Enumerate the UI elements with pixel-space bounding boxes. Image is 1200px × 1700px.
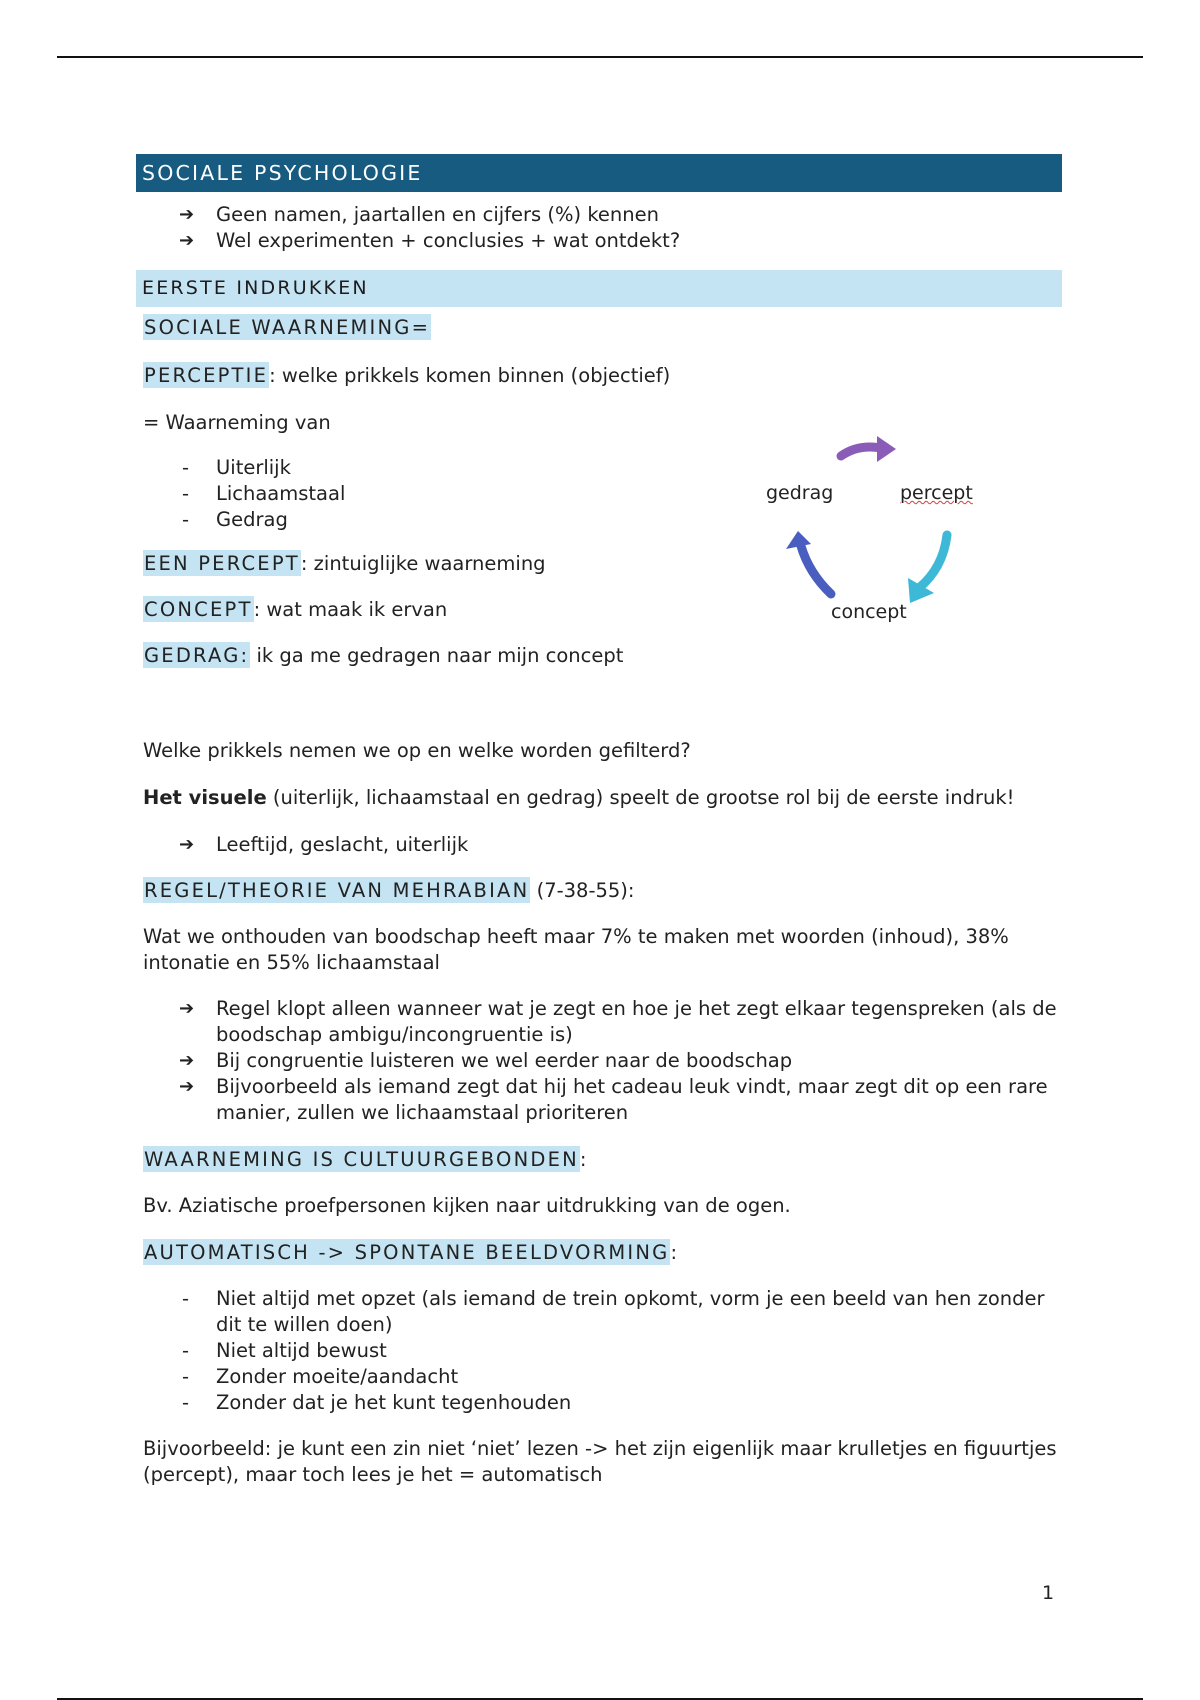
visual-statement: Het visuele (uiterlijk, lichaamstaal en gedrag) speelt de grootse rol bij de eerste indruk! xyxy=(143,786,1015,809)
list-item: ➔ Regel klopt alleen wanneer wat je zegt en hoe je het zegt elkaar tegenspreken (als de boodschap ambigu/incongruentie is) xyxy=(137,996,1062,1048)
arrow-concept-to-gedrag-head xyxy=(786,531,811,549)
mehrabian-text: Wat we onthouden van boodschap heeft maar 7% te maken met woorden (inhoud), 38% intonatie en 55% lichaamstaal xyxy=(143,925,1009,974)
list-item: - Niet altijd bewust xyxy=(137,1338,1062,1364)
cultuur-text: Bv. Aziatische proefpersonen kijken naar uitdrukking van de ogen. xyxy=(143,1194,791,1217)
list-item: ➔ Leeftijd, geslacht, uiterlijk xyxy=(137,832,1062,858)
list-item: - Gedrag xyxy=(137,507,1062,533)
question-text: Welke prikkels nemen we op en welke worden gefilterd? xyxy=(143,739,691,762)
voorbeeld-text: Bijvoorbeeld: je kunt een zin niet ‘niet’ lezen -> het zijn eigenlijk maar krulletjes en figuurtjes (percept), maar toch lees je het = automatisch xyxy=(143,1437,1057,1486)
concept-definition: CONCEPT: wat maak ik ervan xyxy=(144,598,448,621)
list-item: - Niet altijd met opzet (als iemand de trein opkomt, vorm je een beeld van hen zonder dit te willen doen) xyxy=(137,1286,1062,1338)
arrow-gedrag-to-percept-head xyxy=(877,436,896,462)
list-item: - Lichaamstaal xyxy=(137,481,1062,507)
label-concept: concept xyxy=(831,601,907,623)
percept-definition: EEN PERCEPT: zintuiglijke waarneming xyxy=(144,552,546,575)
list-item: - Zonder moeite/aandacht xyxy=(137,1364,1062,1390)
visual-list xyxy=(137,832,1062,858)
label-gedrag: gedrag xyxy=(766,482,834,504)
gedrag-definition: GEDRAG: ik ga me gedragen naar mijn concept xyxy=(144,644,624,667)
list-item: ➔ Bij congruentie luisteren we wel eerder naar de boodschap xyxy=(137,1048,1062,1074)
mehrabian-heading: REGEL/THEORIE VAN MEHRABIAN (7-38-55): xyxy=(144,879,635,902)
page-number: 1 xyxy=(1042,1582,1055,1604)
page-title: SOCIALE PSYCHOLOGIE xyxy=(136,154,1062,192)
perceptie-definition: PERCEPTIE: welke prikkels komen binnen (objectief) xyxy=(144,364,671,387)
list-item: - Zonder dat je het kunt tegenhouden xyxy=(137,1390,1062,1416)
automatisch-heading: AUTOMATISCH -> SPONTANE BEELDVORMING: xyxy=(144,1241,678,1264)
cultuur-heading: WAARNEMING IS CULTUURGEBONDEN: xyxy=(144,1148,587,1171)
label-percept: percept xyxy=(900,482,973,504)
cycle-arrows xyxy=(753,428,993,628)
list-item: - Uiterlijk xyxy=(137,455,1062,481)
arrow-percept-to-concept xyxy=(919,535,947,588)
arrow-gedrag-to-percept xyxy=(841,447,881,456)
list-item: ➔ Bijvoorbeeld als iemand zegt dat hij het cadeau leuk vindt, maar zegt dit op een rare manier, zullen we lichaamstaal prioriteren xyxy=(137,1074,1062,1126)
list-item: ➔ Wel experimenten + conclusies + wat ontdekt? xyxy=(137,228,1062,254)
sociale-waarneming-heading: SOCIALE WAARNEMING= xyxy=(144,316,431,339)
waarneming-van: = Waarneming van xyxy=(143,411,331,434)
header-rule xyxy=(57,56,1143,58)
perception-cycle-diagram xyxy=(753,428,993,628)
arrow-concept-to-gedrag xyxy=(801,546,831,594)
automatisch-list xyxy=(137,1286,1062,1416)
list-item: ➔ Geen namen, jaartallen en cijfers (%) kennen xyxy=(137,202,1062,228)
intro-list xyxy=(137,202,1062,254)
section-heading: EERSTE INDRUKKEN xyxy=(136,270,1062,307)
mehrabian-list xyxy=(137,996,1062,1126)
document-body xyxy=(137,154,1062,1488)
